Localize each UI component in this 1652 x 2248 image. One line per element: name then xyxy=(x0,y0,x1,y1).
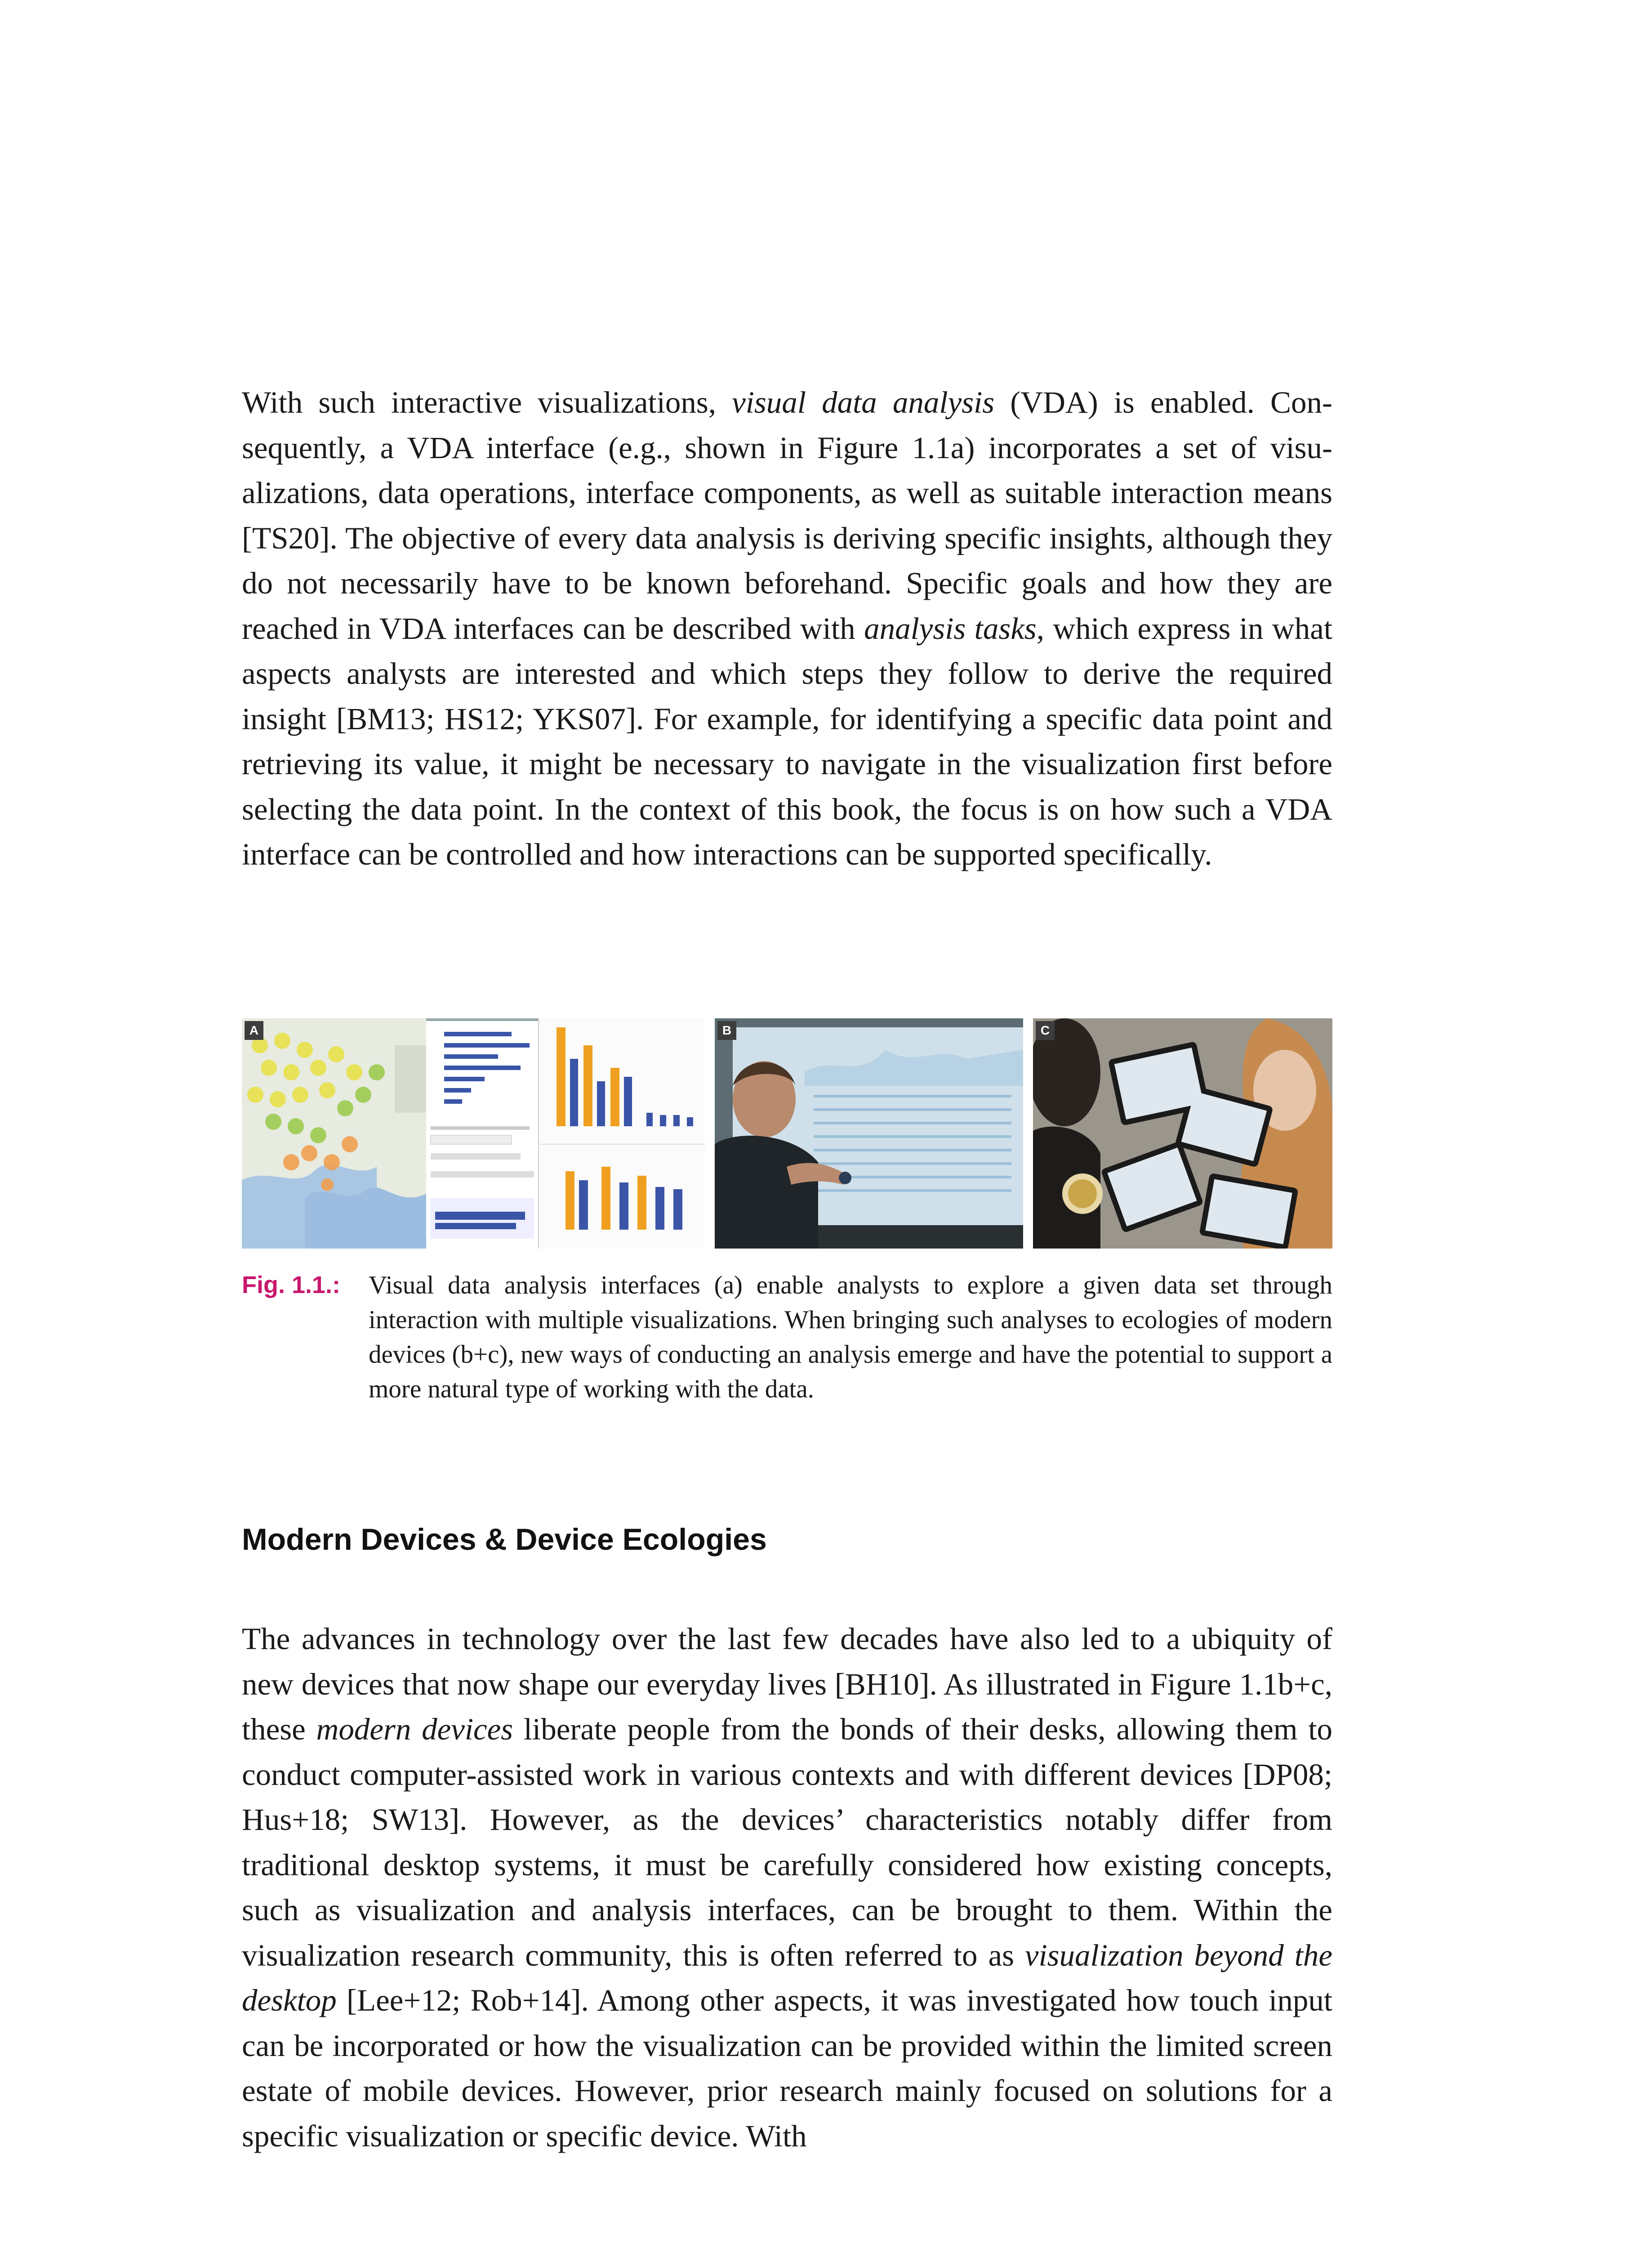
vda-interface-illustration xyxy=(242,1018,705,1249)
section-heading: Modern Devices & Device Ecologies xyxy=(242,1522,767,1557)
italic-term: analysis tasks xyxy=(864,611,1037,646)
paragraph-text: The advances in technology over the last few decades have also led to a ubiquity of new devices that now shape our everyday lives [BH10]. As illustrated in Figure 1.1b+c, these xyxy=(242,1622,1332,1746)
panel-label-b: B xyxy=(717,1021,736,1040)
paragraph-text: With such interactive visualizations, xyxy=(242,385,732,419)
figure-panel-a-vda-interface xyxy=(242,1018,705,1249)
large-display-photo-illustration xyxy=(715,1018,1023,1249)
panel-label-a: A xyxy=(245,1021,263,1040)
figure-label: Fig. 1.1.: xyxy=(242,1271,341,1298)
italic-term: visualization beyond the desktop xyxy=(242,1938,1333,2017)
body-paragraph-2 xyxy=(242,1616,1332,2159)
paragraph-text: , which express in what aspects analysts are interested and which steps they follow to derive the required insight [BM13; HS12; YKS07]. For example, for identifying a specific data point and retrieving its value, it might be necessary to navigate in the visualization first before selecting the data point. In the context of this book, the focus is on how such a VDA interface can be controlled and how interactions can be supported specifically. xyxy=(242,611,1332,871)
figure-1-1 xyxy=(242,1018,1332,1249)
body-paragraph-1 xyxy=(242,380,1332,877)
figure-panel-c-tablets xyxy=(1033,1018,1332,1249)
panel-label-c: C xyxy=(1036,1021,1055,1040)
tablets-photo-illustration xyxy=(1033,1018,1332,1249)
italic-term: modern devices xyxy=(316,1712,513,1746)
paragraph-text: [Lee+12; Rob+14]. Among other aspects, it was investigated how touch input can be incorporated or how the visualization can be provided within the limited screen estate of mobile devices. However, prior research mainly focused on solutions for a specific visualization or specific device. With xyxy=(242,1983,1332,2153)
paragraph-text: liberate people from the bonds of their desks, allowing them to conduct computer-assisted work in various contexts and with different devices [DP08; Hus+18; SW13]. However, as the devices’ characteristics notably differ from traditional desktop systems, it must be carefully considered how existing concepts, such as visualization and analysis interfaces, can be brought to them. Within the visualization research community, this is often referred to as xyxy=(242,1712,1332,1972)
figure-panel-b-large-display xyxy=(715,1018,1023,1249)
caption-text: Visual data analysis interfaces (a) enable analysts to explore a given data set through interaction with multiple visualizations. When bringing such analyses to ecologies of modern devices (b+c), new ways of conducting an analysis emerge and have the potential to support a more natural type of working with the data. xyxy=(369,1271,1332,1403)
italic-term: visual data analysis xyxy=(732,385,995,419)
paragraph-text: (VDA) is enabled. Consequently, a VDA interface (e.g., shown in Figure 1.1a) incorporates a set of visualizations, data operations, interface components, as well as suitable interaction means [TS20]. The objective of every data analysis is deriving specific insights, although they do not necessarily have to be known beforehand. Specific goals and how they are reached in VDA interfaces can be described with xyxy=(242,385,1332,646)
